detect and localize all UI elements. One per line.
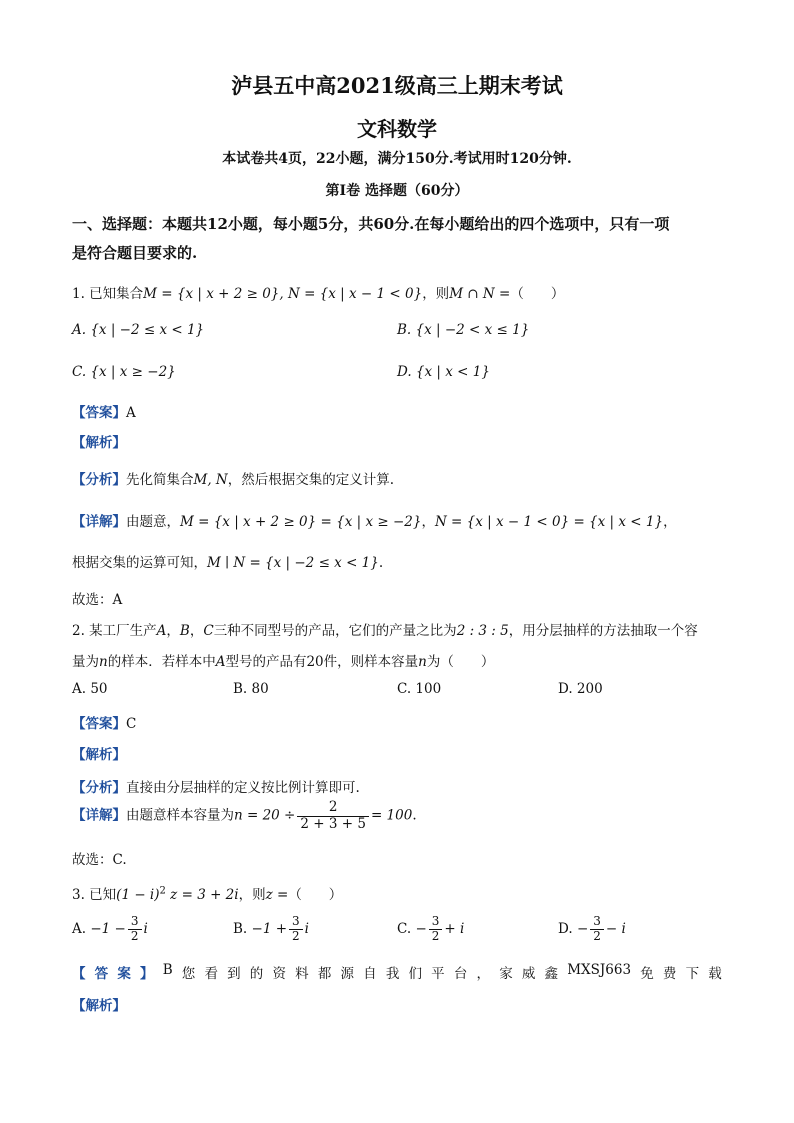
- q3-stem-pre: 3. 已知: [72, 887, 117, 903]
- q2-analysis: [72, 743, 126, 763]
- q1-detail-end: ，: [663, 514, 677, 530]
- q2-option-d: D. 200: [558, 681, 603, 697]
- fraction-denominator: 2: [292, 928, 300, 943]
- q1-option-a: A. {x | −2 ≤ x < 1}: [72, 322, 205, 338]
- q1-fenxi-post: ，然后根据交集的定义计算.: [227, 472, 395, 488]
- option-fraction: [128, 915, 142, 944]
- q2-var-n: n: [418, 654, 427, 670]
- answer-tag: 【答案】: [72, 405, 126, 421]
- q2-text: ，: [166, 623, 180, 639]
- answer-token: 免: [640, 966, 654, 982]
- q2-ratio: 2 : 3 : 5: [456, 623, 509, 639]
- q1-fenxi-sets: M, N: [193, 472, 228, 488]
- q2-text: 型号的产品有20件，则样本容量: [225, 654, 419, 670]
- fraction-denominator: 2: [431, 928, 440, 943]
- answer-token: 到: [227, 966, 241, 982]
- option-expr: −1 −: [90, 920, 126, 937]
- q1-stem-set: M = {x | x + 2 ≥ 0}, N = {x | x − 1 < 0}: [143, 286, 423, 302]
- fraction-numerator: 3: [429, 915, 443, 930]
- option-label: D.: [558, 920, 573, 937]
- fraction-numerator: 3: [128, 915, 142, 930]
- q2-var-b: B: [179, 623, 190, 639]
- q2-text: ，: [189, 623, 204, 639]
- q1-detail-m: M = {x | x + 2 ≥ 0} = {x | x ≥ −2}: [180, 514, 422, 530]
- q2-stem-line1: [72, 619, 698, 639]
- q3-stem-expr: (1 − i): [116, 887, 160, 903]
- q3-stem-mid: ，则: [238, 887, 266, 903]
- q1-stem-post: （ ）: [510, 286, 565, 302]
- analysis-tag: 【解析】: [72, 998, 126, 1014]
- q2-answer-value: C: [126, 716, 137, 732]
- fraction-denominator: 2: [593, 928, 601, 943]
- answer-token: 费: [662, 966, 677, 982]
- exam-part: 第I卷 选择题（60分）: [325, 183, 469, 199]
- section-heading-line2: 是符合题目要求的.: [72, 244, 198, 262]
- answer-token: 源: [340, 966, 354, 982]
- q2-fenxi-text: 直接由分层抽样的定义按比例计算即可.: [126, 780, 360, 796]
- answer-token: 料: [295, 966, 309, 982]
- answer-token: 】: [140, 966, 154, 982]
- q3-option-b: [233, 915, 309, 944]
- q2-var-a: A: [215, 654, 226, 670]
- answer-token: 平: [431, 966, 445, 982]
- q2-detail-end: .: [412, 807, 417, 824]
- q1-stem: [72, 282, 564, 302]
- analysis-tag: 【解析】: [72, 747, 126, 763]
- q2-detail-rhs: = 100: [370, 807, 413, 824]
- answer-token: 鑫: [544, 966, 559, 982]
- q2-text: 为（ ）: [426, 654, 495, 670]
- answer-token: 都: [317, 966, 332, 982]
- fraction-numerator: 3: [289, 915, 303, 930]
- q3-stem: [72, 883, 342, 903]
- q2-text: 三种不同型号的产品，它们的产量之比为: [213, 623, 457, 639]
- q2-fraction-numerator: 2: [297, 800, 369, 817]
- q2-stem-line2: [72, 650, 494, 670]
- q3-analysis: [72, 994, 126, 1014]
- option-label: B.: [233, 920, 248, 937]
- option-fraction: [289, 915, 303, 944]
- answer-token: 载: [708, 966, 722, 982]
- fraction-denominator: 2: [130, 928, 139, 943]
- q2-option-a: A. 50: [72, 681, 108, 697]
- option-expr: i: [143, 920, 148, 937]
- q3-stem-sup: 2: [159, 885, 166, 897]
- q1-stem-mid: ，则: [422, 286, 450, 302]
- q1-analysis: [72, 431, 126, 451]
- q1-detail: [72, 510, 677, 530]
- q1-result-expr: M ∣ N = {x | −2 ≤ x < 1}: [207, 555, 379, 571]
- q1-option-d: D. {x | x < 1}: [397, 364, 490, 380]
- answer-token: 家: [499, 966, 513, 982]
- exam-info: 本试卷共4页，22小题，满分150分.考试用时120分钟.: [222, 151, 572, 167]
- q2-answer: [72, 712, 136, 732]
- answer-token: 台: [453, 966, 468, 982]
- answer-token: 威: [521, 966, 536, 982]
- q2-detail: [72, 800, 417, 832]
- detail-tag: 【详解】: [72, 807, 126, 824]
- option-expr: −: [415, 920, 427, 937]
- answer-tag: 【答案】: [72, 716, 126, 732]
- option-fraction: [590, 915, 604, 944]
- section-heading-line1: 一、选择题：本题共12小题，每小题5分，共60分.在每小题给出的四个选项中，只有一项: [72, 215, 670, 233]
- q3-option-a: [72, 915, 148, 944]
- fenxi-tag: 【分析】: [72, 780, 126, 796]
- q1-result: [72, 551, 383, 571]
- q2-choose: 故选：C.: [72, 852, 127, 868]
- q2-var-a: A: [156, 623, 167, 639]
- q1-stem-expr: M ∩ N =: [449, 286, 511, 302]
- q3-stem-post: （ ）: [288, 887, 343, 903]
- exam-title: 泸县五中高2021级高三上期末考试: [231, 73, 563, 98]
- answer-token: 案: [117, 966, 131, 982]
- q2-text: 量为: [72, 654, 99, 670]
- q2-detail-lhs: n = 20 ÷: [234, 807, 296, 824]
- q2-text: 2. 某工厂生产: [72, 623, 157, 639]
- option-label: C.: [397, 920, 412, 937]
- q1-stem-pre: 1. 已知集合: [72, 286, 144, 302]
- q2-var-c: C: [203, 623, 214, 639]
- q1-answer-value: A: [126, 405, 136, 421]
- q3-option-d: [558, 915, 626, 944]
- fraction-numerator: 3: [590, 915, 604, 930]
- answer-token: ，: [476, 966, 491, 982]
- answer-token: 答: [94, 966, 109, 982]
- q2-var-n: n: [99, 654, 108, 670]
- q2-fenxi: [72, 776, 360, 796]
- q2-detail-pre: 由题意样本容量为: [126, 807, 234, 824]
- q1-answer: [72, 401, 136, 421]
- q3-stem-rest: z = 3 + 2i: [165, 887, 239, 903]
- q1-fenxi-pre: 先化简集合: [126, 472, 194, 488]
- answer-token: 您: [181, 966, 196, 982]
- q1-choose: 故选：A: [72, 592, 123, 608]
- q2-option-c: C. 100: [397, 681, 442, 697]
- fenxi-tag: 【分析】: [72, 472, 126, 488]
- exam-subject: 文科数学: [357, 117, 437, 141]
- q1-detail-n: N = {x | x − 1 < 0} = {x | x < 1}: [434, 514, 664, 530]
- q1-option-c: C. {x | x ≥ −2}: [72, 364, 176, 380]
- answer-token: 看: [204, 966, 218, 982]
- q2-fraction-denominator: 2 + 3 + 5: [300, 815, 366, 832]
- answer-token: B: [162, 962, 173, 978]
- q2-option-b: B. 80: [233, 681, 269, 697]
- q1-detail-pre: 由题意，: [126, 514, 180, 530]
- q1-detail-sep: ，: [421, 514, 435, 530]
- answer-token: 【: [72, 966, 86, 982]
- answer-token: 资: [272, 966, 286, 982]
- q2-text: 的样本．若样本中: [107, 654, 216, 670]
- answer-token: 我: [385, 966, 400, 982]
- option-expr: −: [576, 920, 589, 937]
- answer-token: 自: [363, 966, 377, 982]
- q3-stem-z: z =: [265, 887, 289, 903]
- option-expr: i: [304, 920, 309, 937]
- analysis-tag: 【解析】: [72, 435, 126, 451]
- option-expr: + i: [444, 920, 465, 937]
- option-label: A.: [72, 920, 87, 937]
- q3-answer-line: [72, 962, 722, 982]
- answer-token: MXSJ663: [567, 962, 632, 978]
- option-expr: −1 +: [251, 920, 288, 937]
- answer-token: 们: [408, 966, 422, 982]
- option-expr: − i: [605, 920, 626, 937]
- answer-token: 下: [685, 966, 700, 982]
- q2-fraction: [297, 800, 369, 832]
- q1-fenxi: [72, 468, 394, 488]
- q1-option-b: B. {x | −2 < x ≤ 1}: [397, 322, 530, 338]
- q2-text: ，用分层抽样的方法抽取一个容: [508, 623, 698, 639]
- q3-option-c: [397, 915, 464, 944]
- answer-token: 的: [249, 966, 264, 982]
- q1-result-pre: 根据交集的运算可知，: [72, 555, 207, 571]
- q1-result-end: .: [378, 555, 384, 571]
- detail-tag: 【详解】: [72, 514, 126, 530]
- option-fraction: [429, 915, 443, 944]
